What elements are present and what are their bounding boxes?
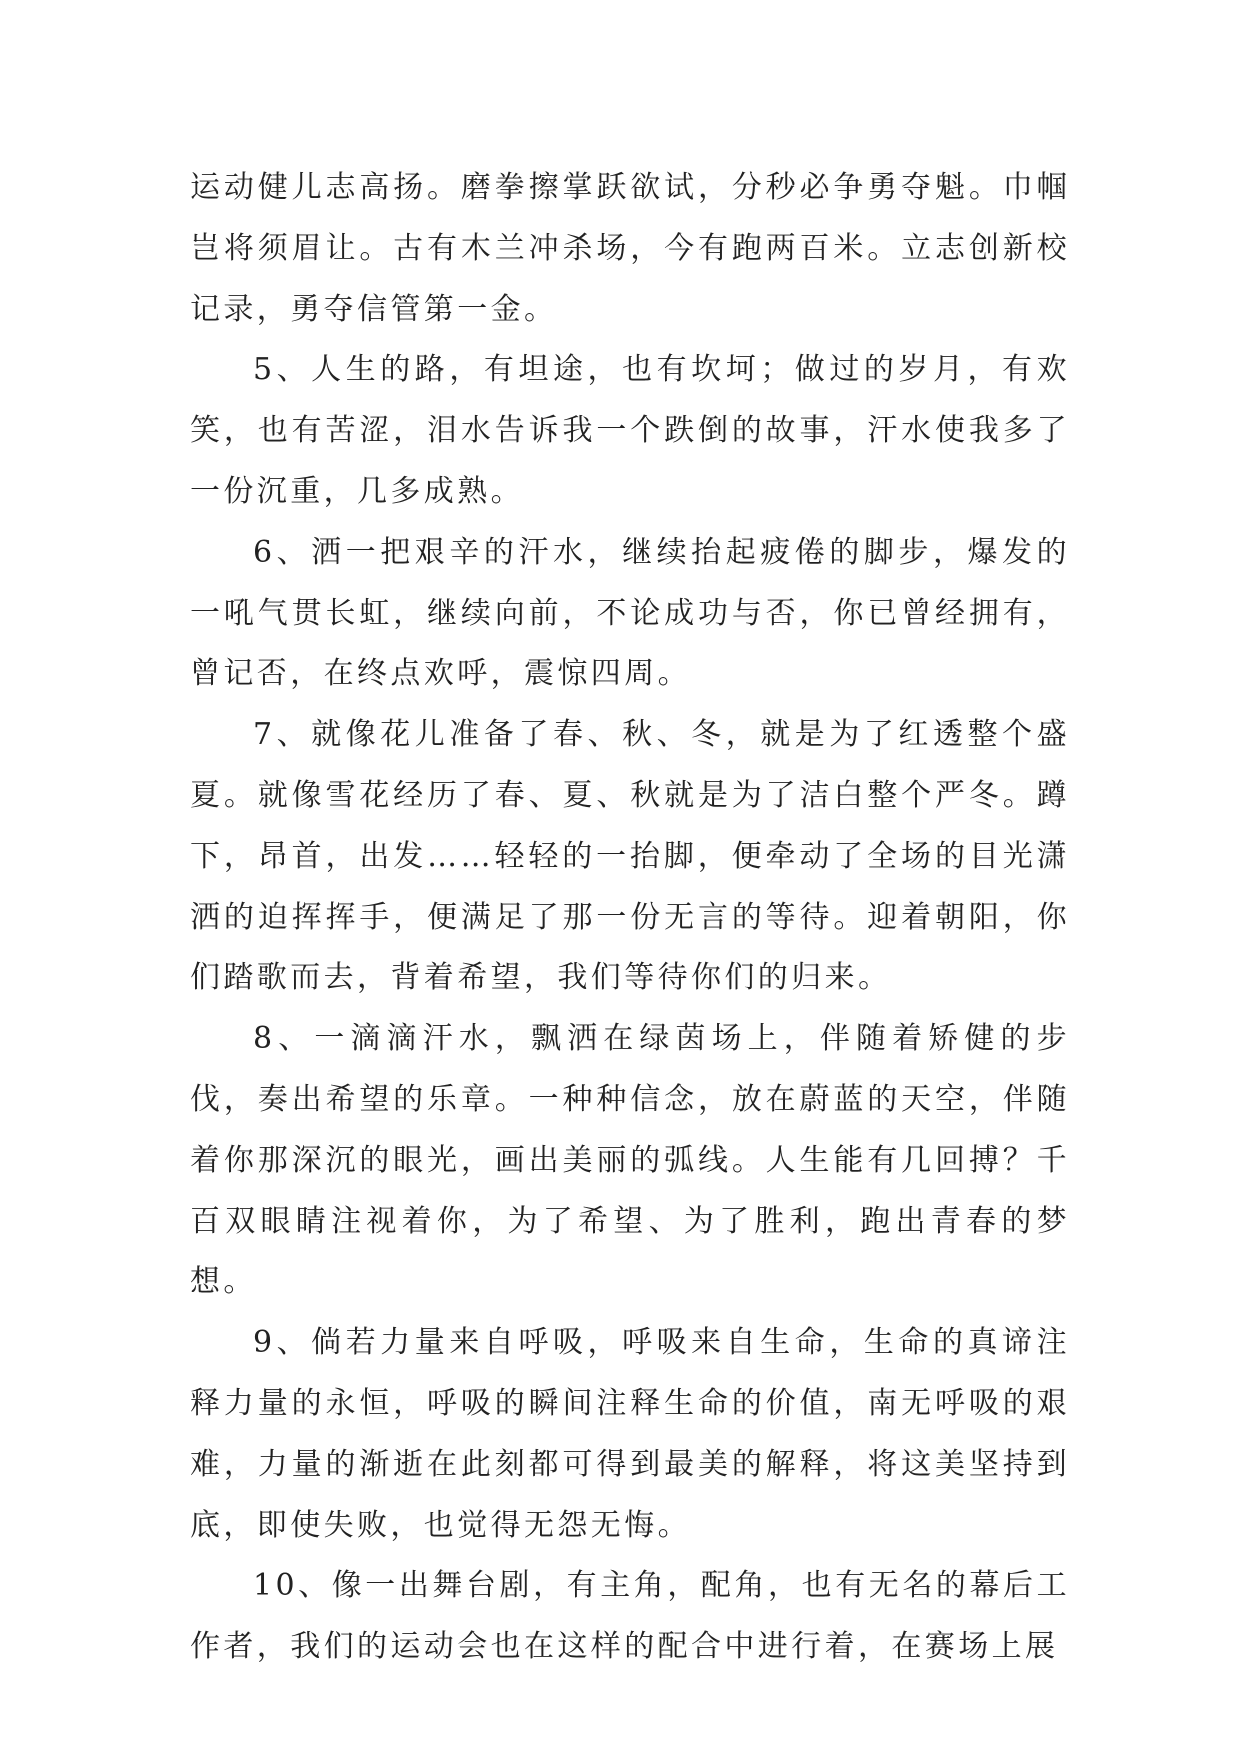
paragraph-10: 10、像一出舞台剧，有主角，配角，也有无名的幕后工作者，我们的运动会也在这样的配合中进行着，在赛场上展 [190,1568,1070,1665]
paragraph-8: 8、一滴滴汗水，飘洒在绿茵场上，伴随着矫健的步伐，奏出希望的乐章。一种种信念，放在蔚蓝的天空，伴随着你那深沉的眼光，画出美丽的弧线。人生能有几回搏？千百双眼睛注视着你，为了希望、为了胜利，跑出青春的梦想。 [190,1021,1070,1300]
body-text [190,158,1070,1678]
paragraph-continued: 运动健儿志高扬。磨拳擦掌跃欲试，分秒必争勇夺魁。巾帼岂将须眉让。古有木兰冲杀场，今有跑两百米。立志创新校记录，勇夺信管第一金。 [190,170,1070,327]
paragraph-9: 9、倘若力量来自呼吸，呼吸来自生命，生命的真谛注释力量的永恒，呼吸的瞬间注释生命的价值，南无呼吸的艰难，力量的渐逝在此刻都可得到最美的解释，将这美坚持到底，即使失败，也觉得无怨无悔。 [190,1325,1070,1543]
paragraph-5: 5、人生的路，有坦途，也有坎坷；做过的岁月，有欢笑，也有苦涩，泪水告诉我一个跌倒的故事，汗水使我多了一份沉重，几多成熟。 [190,352,1070,509]
paragraph-6: 6、洒一把艰辛的汗水，继续抬起疲倦的脚步，爆发的一吼气贯长虹，继续向前，不论成功与否，你已曾经拥有，曾记否，在终点欢呼，震惊四周。 [190,534,1070,692]
paragraph-7: 7、就像花儿准备了春、秋、冬，就是为了红透整个盛夏。就像雪花经历了春、夏、秋就是为了洁白整个严冬。蹲下，昂首，出发……轻轻的一抬脚，便牵动了全场的目光潇洒的迫挥挥手，便满足了那一份无言的等待。迎着朝阳，你们踏歌而去，背着希望，我们等待你们的归来。 [190,717,1070,996]
